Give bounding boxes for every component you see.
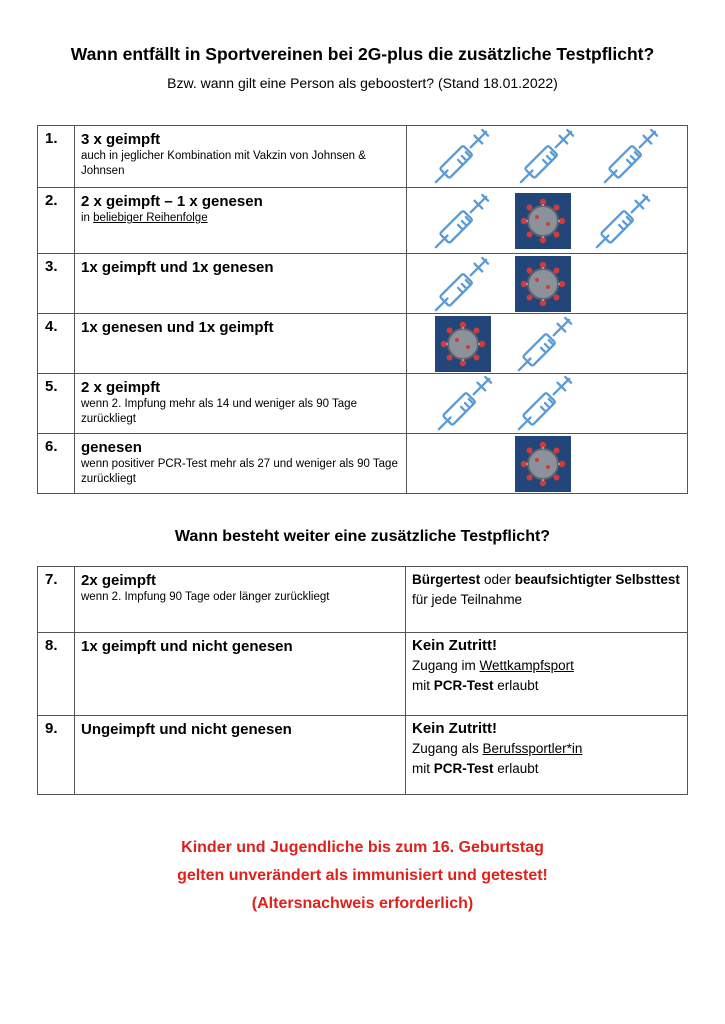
- table-row: [38, 126, 688, 188]
- footer-line: Kinder und Jugendliche bis zum 16. Geburtstag: [181, 839, 544, 856]
- syringe-icon: [432, 128, 490, 186]
- row-heading: 2 x geimpft: [81, 379, 161, 396]
- row-heading: 2 x geimpft – 1 x genesen: [81, 193, 263, 210]
- syringe-icon: [515, 375, 573, 433]
- table-row: [38, 374, 688, 434]
- syringe-icon: [601, 128, 659, 186]
- syringe-icon: [593, 193, 651, 251]
- row-heading: 1x genesen und 1x geimpft: [81, 319, 274, 336]
- syringe-icon: [517, 128, 575, 186]
- row-number: 8.: [38, 633, 75, 716]
- page-title: Wann entfällt in Sportvereinen bei 2G-plus die zusätzliche Testpflicht?: [70, 44, 655, 64]
- row-heading: 1x geimpft und nicht genesen: [81, 638, 293, 655]
- boosted-table: [37, 125, 688, 494]
- table-row: [38, 314, 688, 374]
- table-row: [38, 633, 688, 716]
- table-row: [38, 567, 688, 633]
- row-note: wenn positiver PCR-Test mehr als 27 und weniger als 90 Tage zurückliegt: [81, 458, 398, 485]
- footer-line: (Altersnachweis erforderlich): [251, 895, 474, 912]
- footer-note: [0, 834, 725, 918]
- row-icons: [407, 126, 688, 188]
- row-number: 6.: [38, 434, 75, 494]
- syringe-icon: [435, 375, 493, 433]
- row-note: auch in jeglicher Kombination mit Vakzin von Johnsen & Johnsen: [81, 150, 366, 177]
- no-entry-label: Kein Zutritt!: [412, 720, 497, 737]
- row-number: 1.: [38, 126, 75, 188]
- row-rule: Kein Zutritt! Zugang im Wettkampfsport mit PCR-Test erlaubt: [406, 633, 688, 716]
- row-rule: Bürgertest oder beaufsichtigter Selbsttest für jede Teilnahme: [406, 567, 688, 633]
- row-heading: Ungeimpft und nicht genesen: [81, 721, 292, 738]
- row-note: wenn 2. Impfung 90 Tage oder länger zurückliegt: [81, 591, 330, 603]
- table-row: [38, 716, 688, 795]
- row-icons: [407, 188, 688, 254]
- virus-icon: [515, 436, 571, 492]
- row-heading: 2x geimpft: [81, 572, 157, 589]
- row-heading: 1x geimpft und 1x genesen: [81, 259, 274, 276]
- row-note: wenn 2. Impfung mehr als 14 und weniger als 90 Tage zurückliegt: [81, 398, 357, 425]
- syringe-icon: [432, 193, 490, 251]
- section-title: Wann besteht weiter eine zusätzliche Testpflicht?: [174, 528, 551, 545]
- page-subtitle: Bzw. wann gilt eine Person als geboostert? (Stand 18.01.2022): [167, 75, 558, 91]
- row-heading: 3 x geimpft: [81, 131, 161, 148]
- row-icons: [407, 374, 688, 434]
- order-link-text: beliebiger Reihenfolge: [93, 212, 208, 224]
- table-row: [38, 254, 688, 314]
- row-note: in beliebiger Reihenfolge: [81, 212, 208, 224]
- virus-icon: [515, 256, 571, 312]
- row-heading: genesen: [81, 439, 142, 456]
- footer-line: gelten unverändert als immunisiert und getestet!: [177, 867, 548, 884]
- row-number: 3.: [38, 254, 75, 314]
- virus-icon: [515, 193, 571, 249]
- table-row: [38, 434, 688, 494]
- no-entry-label: Kein Zutritt!: [412, 637, 497, 654]
- row-number: 5.: [38, 374, 75, 434]
- row-number: 9.: [38, 716, 75, 795]
- table-row: [38, 188, 688, 254]
- testing-table: [37, 566, 688, 795]
- row-number: 2.: [38, 188, 75, 254]
- row-icons: [407, 434, 688, 494]
- virus-icon: [435, 316, 491, 372]
- syringe-icon: [515, 316, 573, 374]
- row-icons: [407, 314, 688, 374]
- row-number: 7.: [38, 567, 75, 633]
- row-number: 4.: [38, 314, 75, 374]
- row-rule: Kein Zutritt! Zugang als Berufssportler*in mit PCR-Test erlaubt: [406, 716, 688, 795]
- syringe-icon: [432, 256, 490, 314]
- row-icons: [407, 254, 688, 314]
